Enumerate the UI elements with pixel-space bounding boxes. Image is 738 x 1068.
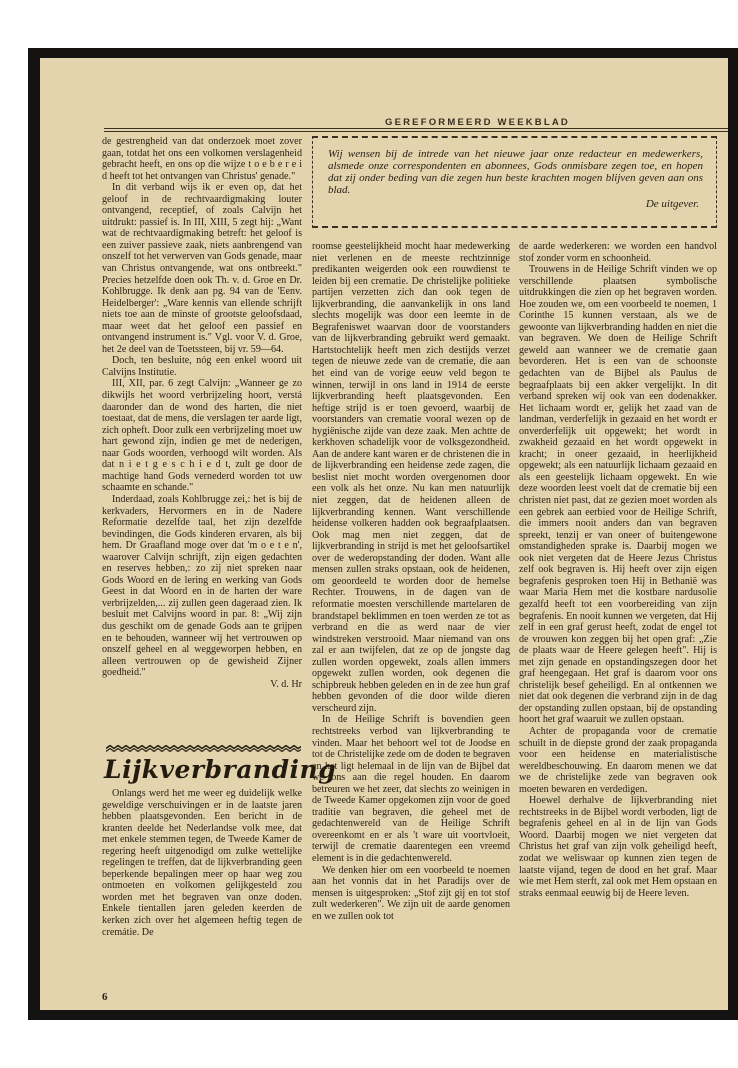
column-3 — [519, 241, 717, 899]
paragraph: Onlangs werd het me weer eg duidelijk welke geweldige verschuivingen er in de laatste jaren hebben plaatsgevonden. Een bericht in de kranten deelde het Nederlandse volk mee, dat met enkele stemmen tegen, de Tweede Kamer de regering heeft uitgenodigd om zulke wettelijke regelingen te treffen, dat de lijkverbranding geen beperkende bepalingen meer op haar weg zou ontmoeten en volkomen gelijkgesteld zou worden met het begraven van onze doden. Enkele tientallen jaren geleden keerden de kerken zich over het algemeen heftig tegen de cremátie. De — [102, 788, 302, 938]
section-heading: Lijkverbranding — [104, 755, 337, 784]
header-rule-thin — [104, 131, 728, 132]
newspaper-page — [40, 58, 728, 1010]
header-rule — [104, 128, 728, 129]
paragraph: de gestrengheid van dat onderzoek moet zover gaan, totdat het ons een volkomen verslagenheid gebracht heeft, en ons op die wijze t o e b e r e i d heeft tot het ontvangen van Christus' genade." — [102, 136, 302, 182]
paragraph: Hoewel derhalve de lijkverbranding niet rechtstreeks in de Bijbel wordt verboden, ligt de begrafenis geheel en al in de lijn van Gods Woord. Daarbij mogen we niet vergeten dat Christus het graf van zijn volk geheiligd heeft, zodat we weliswaar op kunnen zien tegen de laatste vijand, tegen de dood en het graf. Maar wie met Hem sterft, zal ook met Hem opstaan en straks eenmaal eeuwig bij de Heere leven. — [519, 795, 717, 899]
paragraph: de aarde wederkeren: we worden een handvol stof zonder vorm en schoonheid. — [519, 241, 717, 264]
paragraph: In dit verband wijs ik er even op, dat het geloof in de rechtvaardigmaking louter ontvangend, receptief, of zoals Calvijn het uitdrukt: passief is. In III, XIII, 5 zegt hij: „Want wat de rechtvaardigmaking betreft: het geloof is een zuiver passieve zaak, niets aanbrengend van onszelf tot het verwerven van Gods genade, maar van Christus ontvangende, wat ons ontbreekt." Precies hetzelfde doen ook Th. v. d. Groe en Dr. Kohlbrugge. Ik denk aan pg. 94 van de 'Eenv. Heidelberger': „Ware kennis van ellende schrijft niets toe aan de minste of grootste geloofsdaad, maar weet dat het geloof een passief en ontvangend instrument is." Vgl. voor V. d. Groe, het 2e deel van de Toetssteen, bij vr. 59—64. — [102, 182, 302, 355]
ornamental-divider — [106, 745, 301, 752]
paragraph: In de Heilige Schrift is bovendien geen rechtstreeks verbod van lijkverbranding te vinden. Maar het behoort wel tot de Joodse en tot de Christelijke zede om de doden te begraven en het ligt helemaal in de lijn van de Bijbel dat we ons aan die regel houden. En daarom betreuren we het zeer, dat slechts zo weinigen in de Tweede Kamer opgekomen zijn voor de goed traditie van begraven, die geheel met de gedachtenwereld van de Heilige Schrift overeenkomt en er als 't ware uit voortvloeit, terwijl de crematie daarentegen een vreemd element is in die gedachtenwereld. — [312, 714, 510, 864]
paragraph: We denken hier om een voorbeeld te noemen aan het vonnis dat in het Paradijs over de mensen is uitgesproken: „Stof zijt gij en tot stof zult wederkeren". We zijn uit de aarde genomen en we zullen ook tot — [312, 864, 510, 922]
author-signature: V. d. Hr — [270, 678, 302, 690]
page-number: 6 — [102, 991, 108, 1003]
notice-text: Wij wensen bij de intrede van het nieuwe jaar onze redacteur en medewerkers, alsmede onze correspondenten en abonnees, Gods onmisbare zegen toe, en hopen dat zij onder beding van die zegen hun beste krachten mogen blijven geven aan ons blad. — [328, 148, 703, 196]
paragraph: Achter de propaganda voor de crematie schuilt in de diepste grond der zaak propaganda voor een heidense en materialistische wereldbeschouwing. En daarom menen we dat we de christelijke zede van begraven ook moeten bewaren en verdedigen. — [519, 725, 717, 795]
publication-title: GEREFORMEERD WEEKBLAD — [384, 117, 570, 128]
new-year-notice — [312, 136, 717, 228]
column-2 — [312, 241, 510, 922]
column-1 — [102, 136, 302, 690]
paragraph: Inderdaad, zoals Kohlbrugge zei,: het is bij de kerkvaders, Hervormers en in de Nadere Reformatie dezelfde taal, het zijn dezelfde bevindingen, die Gods kinderen ervaren, als bij hem. Dr Graafland moge over dat 'm o e t e n', waarover Calvijn schrijft, zijn eigen gedachten en reserves hebben,: zo zij niet spreken naar Gods Woord en de lering en werking van Gods Geest in dat Woord en in de harten der ware verbrijzelden,... zij zullen geen dageraad zien. Ik besluit met Calvijns woord in par. 8: „Wij zijn dus geschikt om de genade Gods aan te grijpen en te behouden, wanneer wij het vertrouwen op onszelf geheel en al weggeworpen hebben, en alleen vertrouwen op de gewisheid Zijner goedheid." — [102, 493, 302, 679]
column-1-article — [102, 788, 302, 938]
paragraph: III, XII, par. 6 zegt Calvijn: „Wanneer ge zo dikwijls het woord verbrijzeling hoort, verstá daaronder dan de wond des harten, die niet toestaat, dat de mens, die verslagen ter aarde ligt, zich opheft. Door zulk een verbrijzeling moet uw hart gewond zijn, indien ge met de nederigen, naar Gods woorden, verhoogd wilt worden. Als dat n i e t g e s c h i e d t, zult ge door de machtige hand Gods vernederd worden tot uw schaamte en schande." — [102, 378, 302, 494]
notice-signature: De uitgever. — [645, 198, 699, 210]
paragraph: roomse geestelijkheid mocht haar medewerking niet verlenen en de meeste rechtzinnige predikanten weigerden ook een rouwdienst te leiden bij een crematie. De christelijke politieke partijen verzetten zich dan ook tegen de lijkverbranding, die aanvankelijk in ons land slechts mogelijk was door een leemte in de Begrafeniswet waarvan door de voorstanders van de lijkverbranding gebruikt werd gemaakt. Hartstochtelijk heeft men zich destijds verzet tegen de nieuwe zede van de crematie, die aan het eind van de vorige eeuw veld begon te winnen, terwijl in ons land in 1914 de eerste lijkverbranding heeft plaatsgevonden. Een heftige strijd is er toen gevoerd, waarbij de voorstanders van crematie vooral wezen op de hygiënische zijde van deze zaak. Men achtte de kerkhoven schadelijk voor de volksgezondheid. Aan de andere kant waren er de christenen die in de lijkverbranding een heidense zede zagen, die beslist niet mocht worden overgenomen door een volk als het onze. Nu kan men natuurlijk niet zeggen, dat de heidenen alleen de lijkverbranding kennen. Want verschillende heidense volkeren hadden ook begraafplaatsen. Ook mag men niet zeggen, dat de lijkverbranding in strijd is met het geloofsartikel over de wederopstanding der doden. Want alle mensen zullen straks opstaan, ook de heidenen, om geoordeeld te worden door de hemelse Rechter. Trouwens, in de dagen van de reformatie moesten verschillende martelaren de brandstapel beklimmen en toen werden ze tot as verbrand en die as werd naar de vier windstreken verstrooid. Maar niemand van ons zal er aan twijfelen, dat ze op de jongste dag zullen worden opgewekt, zoals allen immers opgewekt zullen worden, ook degenen die schipbreuk hebben geleden en in de zee hun graf hebben gevonden of die door wilde dieren verscheurd zijn. — [312, 241, 510, 714]
paragraph: Doch, ten besluite, nóg een enkel woord uit Calvijns Institutie. — [102, 355, 302, 378]
paragraph: Trouwens in de Heilige Schrift vinden we op verschillende plaatsen symbolische uitdrukkingen die zien op het begraven worden. Hoe zouden we, om een voorbeeld te noemen, 1 Corinthe 15 kunnen verstaan, als we de gewoonte van lijkverbranding hadden en niet die van begraven. We doen de Heilige Schrift geweld aan wanneer we de crematie gaan bevorderen. Het is een van de schoonste gedachten van de Bijbel als Paulus de begraafplaats bij een akker vergelijkt. In dit verband spreken wij ook van een dodenakker. Het lichaam wordt er, gelijk het zaad van de landman, verderfelijk in gezaaid en het wordt er onverderfelijk uit opgewekt; het wordt in zwakheid gezaaid en het wordt opgewekt in kracht; in oneer gezaaid, in heerlijkheid opgewekt; als een natuurlijk lichaam gezaaid en als een geestelijk lichaam opgewekt. En wie deze woorden leest voelt dat de crematie bij een christen niet past, dat ze gezien moet worden als een gebrek aan eerbied voor de Heilige Schrift, die immers nooit anders dan van begraven spreekt, tenzij er van oneer of buitengewone omstandigheden sprake is. Daarbij mogen we ook niet vergeten dat de Heere Jezus Christus zelf ook begraven is. Hij heeft over zijn eigen begrafenis gesproken toen Hij in Bethanië was waar Maria Hem met die kostbare nardusolie gezalfd heeft tot een voorbereiding van zijn begrafenis. En nooit kunnen we vergeten, dat Hij zelf in een graf gerust heeft, zodat de engel tot de vrouwen kon zeggen bij het open graf: „Zie de plaats waar de Heere gelegen heeft". Hij is met zijn genade en opstandingszegen door het graf heengegaan. Het graf is daarom voor ons christelijk besef geheiligd. En al ontkennen we niet dat ook degenen die verbrand zijn in de dag der opstanding zullen opstaan, bij de opstanding hoort het graf waaruit we zullen opstaan. — [519, 264, 717, 726]
